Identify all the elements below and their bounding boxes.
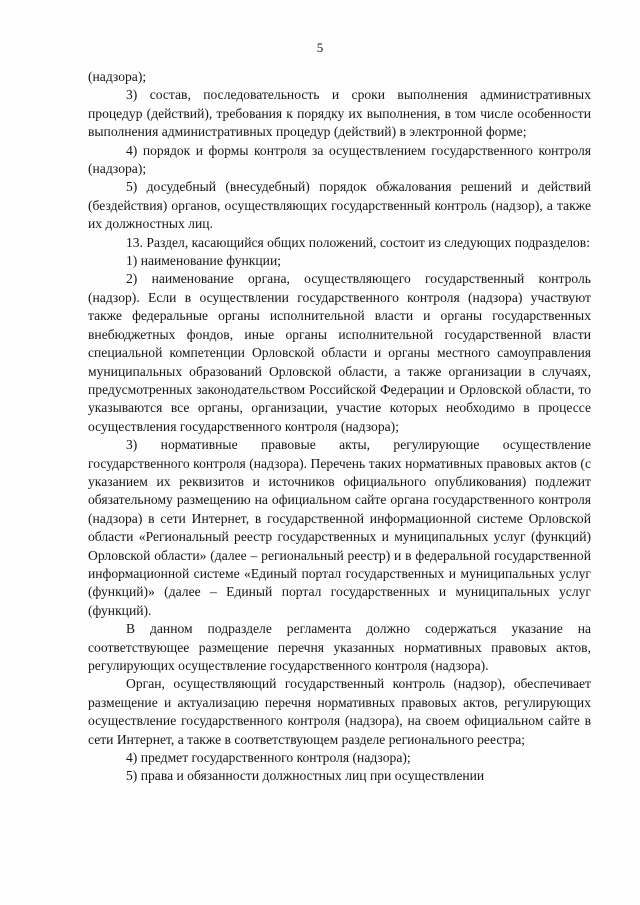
paragraph: 13. Раздел, касающийся общих положений, состоит из следующих подразделов: [126,234,590,250]
paragraph: 3) состав, последовательность и сроки выполнения административных процедур (действий), требования к порядку их выполнения, в том числе особенности выполнения административных процедур (действий) в электронной форме; [88,87,591,140]
page-number: 5 [316,40,324,55]
paragraph: В данном подразделе регламента должно содержаться указание на соответствующее размещение перечня указанных нормативных правовых актов, регулирующих осуществление государственного контроля (надзора). [88,621,591,673]
paragraph: 5) досудебный (внесудебный) порядок обжалования решений и действий (бездействия) органов, осуществляющих государственный контроль (надзор), а также их должностных лиц. [88,179,591,232]
paragraph: 5) права и обязанности должностных лиц при осуществлении [126,768,485,784]
paragraph: 1) наименование функции; [126,253,282,269]
paragraph: 4) предмет государственного контроля (надзора); [126,750,411,766]
paragraph: (надзора); [88,69,147,84]
paragraph: 3) нормативные правовые акты, регулирующие осуществление государственного контроля (надзора). Перечень таких нормативных правовых актов (с указанием их реквизитов и источников официального опубликования) подлежит обязательному размещению на официальном сайте органа государственного контроля (надзора) в сети Интернет, в государственной информационной системе Орловской области «Региональный реестр государственных и муниципальных услуг (функций) Орловской области» (далее – региональный реестр) и в федеральной государственной информационной системе «Единый портал государственных и муниципальных услуг (функций)» (далее – Единый портал государственных и муниципальных услуг (функций). [88,437,591,618]
document-body [88,68,591,786]
paragraph: 2) наименование органа, осуществляющего государственный контроль (надзор). Если в осуществлении государственного контроля (надзора) участвуют также федеральные органы исполнительной власти и органы государственных внебюджетных фондов, иные органы исполнительной государственной власти специальной компетенции Орловской области и органы местного самоуправления муниципальных образований Орловской области, а также организации в случаях, предусмотренных законодательством Российской Федерации и Орловской области, то указываются все органы, организации, участие которых необходимо в процессе осуществления государственного контроля (надзора); [88,271,591,434]
paragraph: Орган, осуществляющий государственный контроль (надзор), обеспечивает размещение и актуализацию перечня нормативных правовых актов, регулирующих осуществление государственного контроля (надзора), на своем официальном сайте в сети Интернет, а также в соответствующем разделе регионального реестра; [88,676,591,747]
paragraph: 4) порядок и формы контроля за осуществлением государственного контроля (надзора); [88,142,591,177]
